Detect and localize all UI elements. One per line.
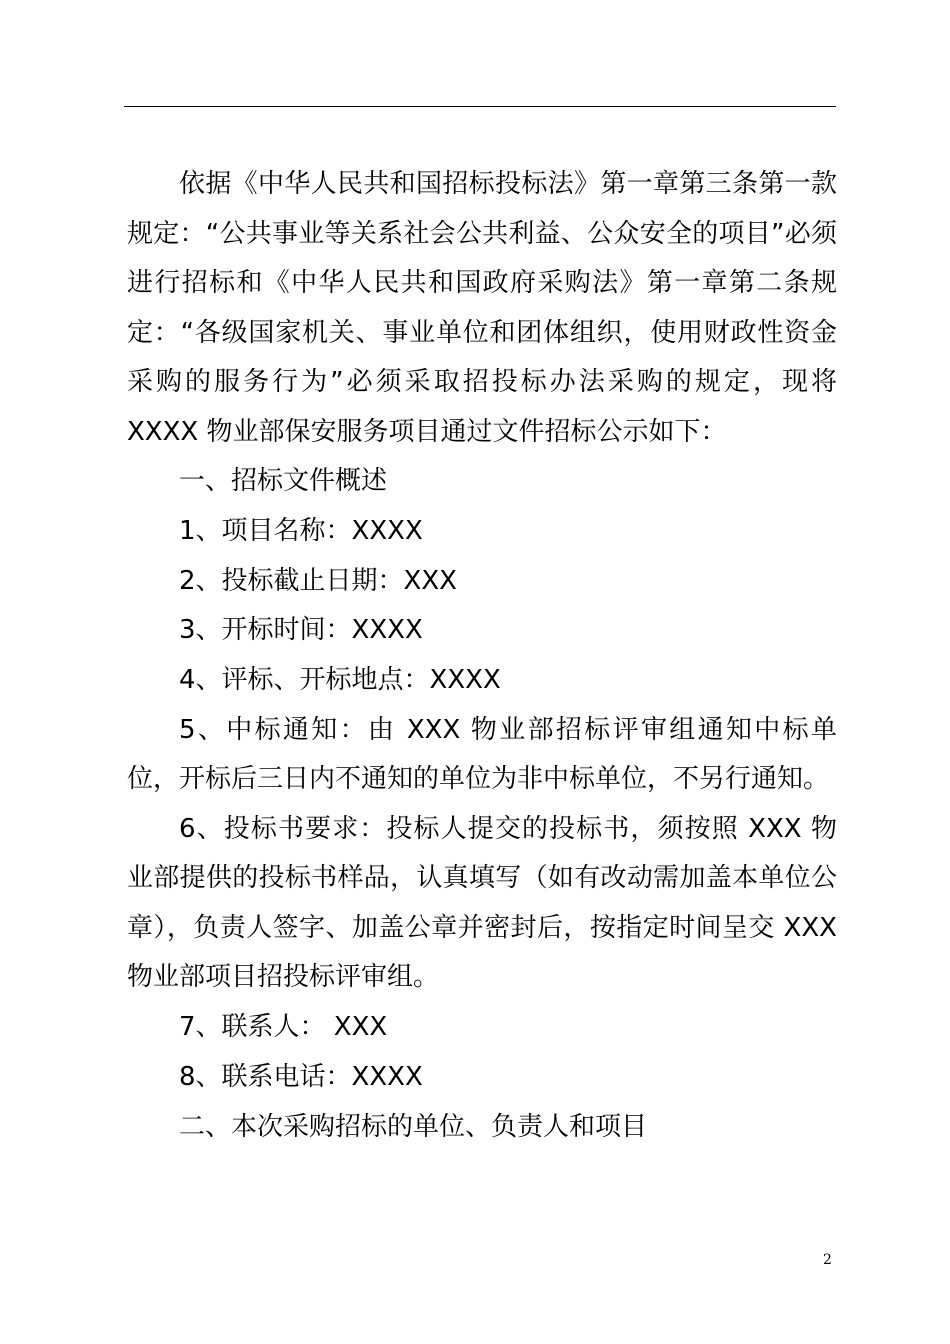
item-bid-requirements: 6、投标书要求：投标人提交的投标书，须按照 XXX 物业部提供的投标书样品，认真填写（如有改动需加盖本单位公章），负责人签字、加盖公章并密封后，按指定时间呈交 XXX 物业部项目招投标评审组。 <box>127 813 837 993</box>
document-body <box>127 160 837 1152</box>
item-opening-location: 4、评标、开标地点：XXXX <box>179 665 501 696</box>
section-1-heading: 一、招标文件概述 <box>179 466 388 496</box>
header-rule <box>124 106 836 107</box>
item-project-name: 1、项目名称：XXXX <box>179 515 423 546</box>
item-contact-person: 7、联系人： XXX <box>179 1011 388 1042</box>
page-number: 2 <box>823 1252 832 1268</box>
item-award-notice: 5、中标通知：由 XXX 物业部招标评审组通知中标单位，开标后三日内不通知的单位为非中标单位，不另行通知。 <box>127 714 837 795</box>
section-2-heading: 二、本次采购招标的单位、负责人和项目 <box>179 1111 648 1142</box>
item-opening-time: 3、开标时间：XXXX <box>179 615 423 646</box>
item-bid-deadline: 2、投标截止日期：XXX <box>179 565 457 596</box>
item-contact-phone: 8、联系电话：XXXX <box>179 1061 423 1092</box>
intro-paragraph: 依据《中华人民共和国招标投标法》第一章第三条第一款规定：“公共事业等关系社会公共利益、公众安全的项目”必须进行招标和《中华人民共和国政府采购法》第一章第二条规定：“各级国家机关、事业单位和团体组织，使用财政性资金采购的服务行为”必须采取招投标办法采购的规定，现将 XXXX 物业部保安服务项目通过文件招标公示如下： <box>127 169 837 447</box>
